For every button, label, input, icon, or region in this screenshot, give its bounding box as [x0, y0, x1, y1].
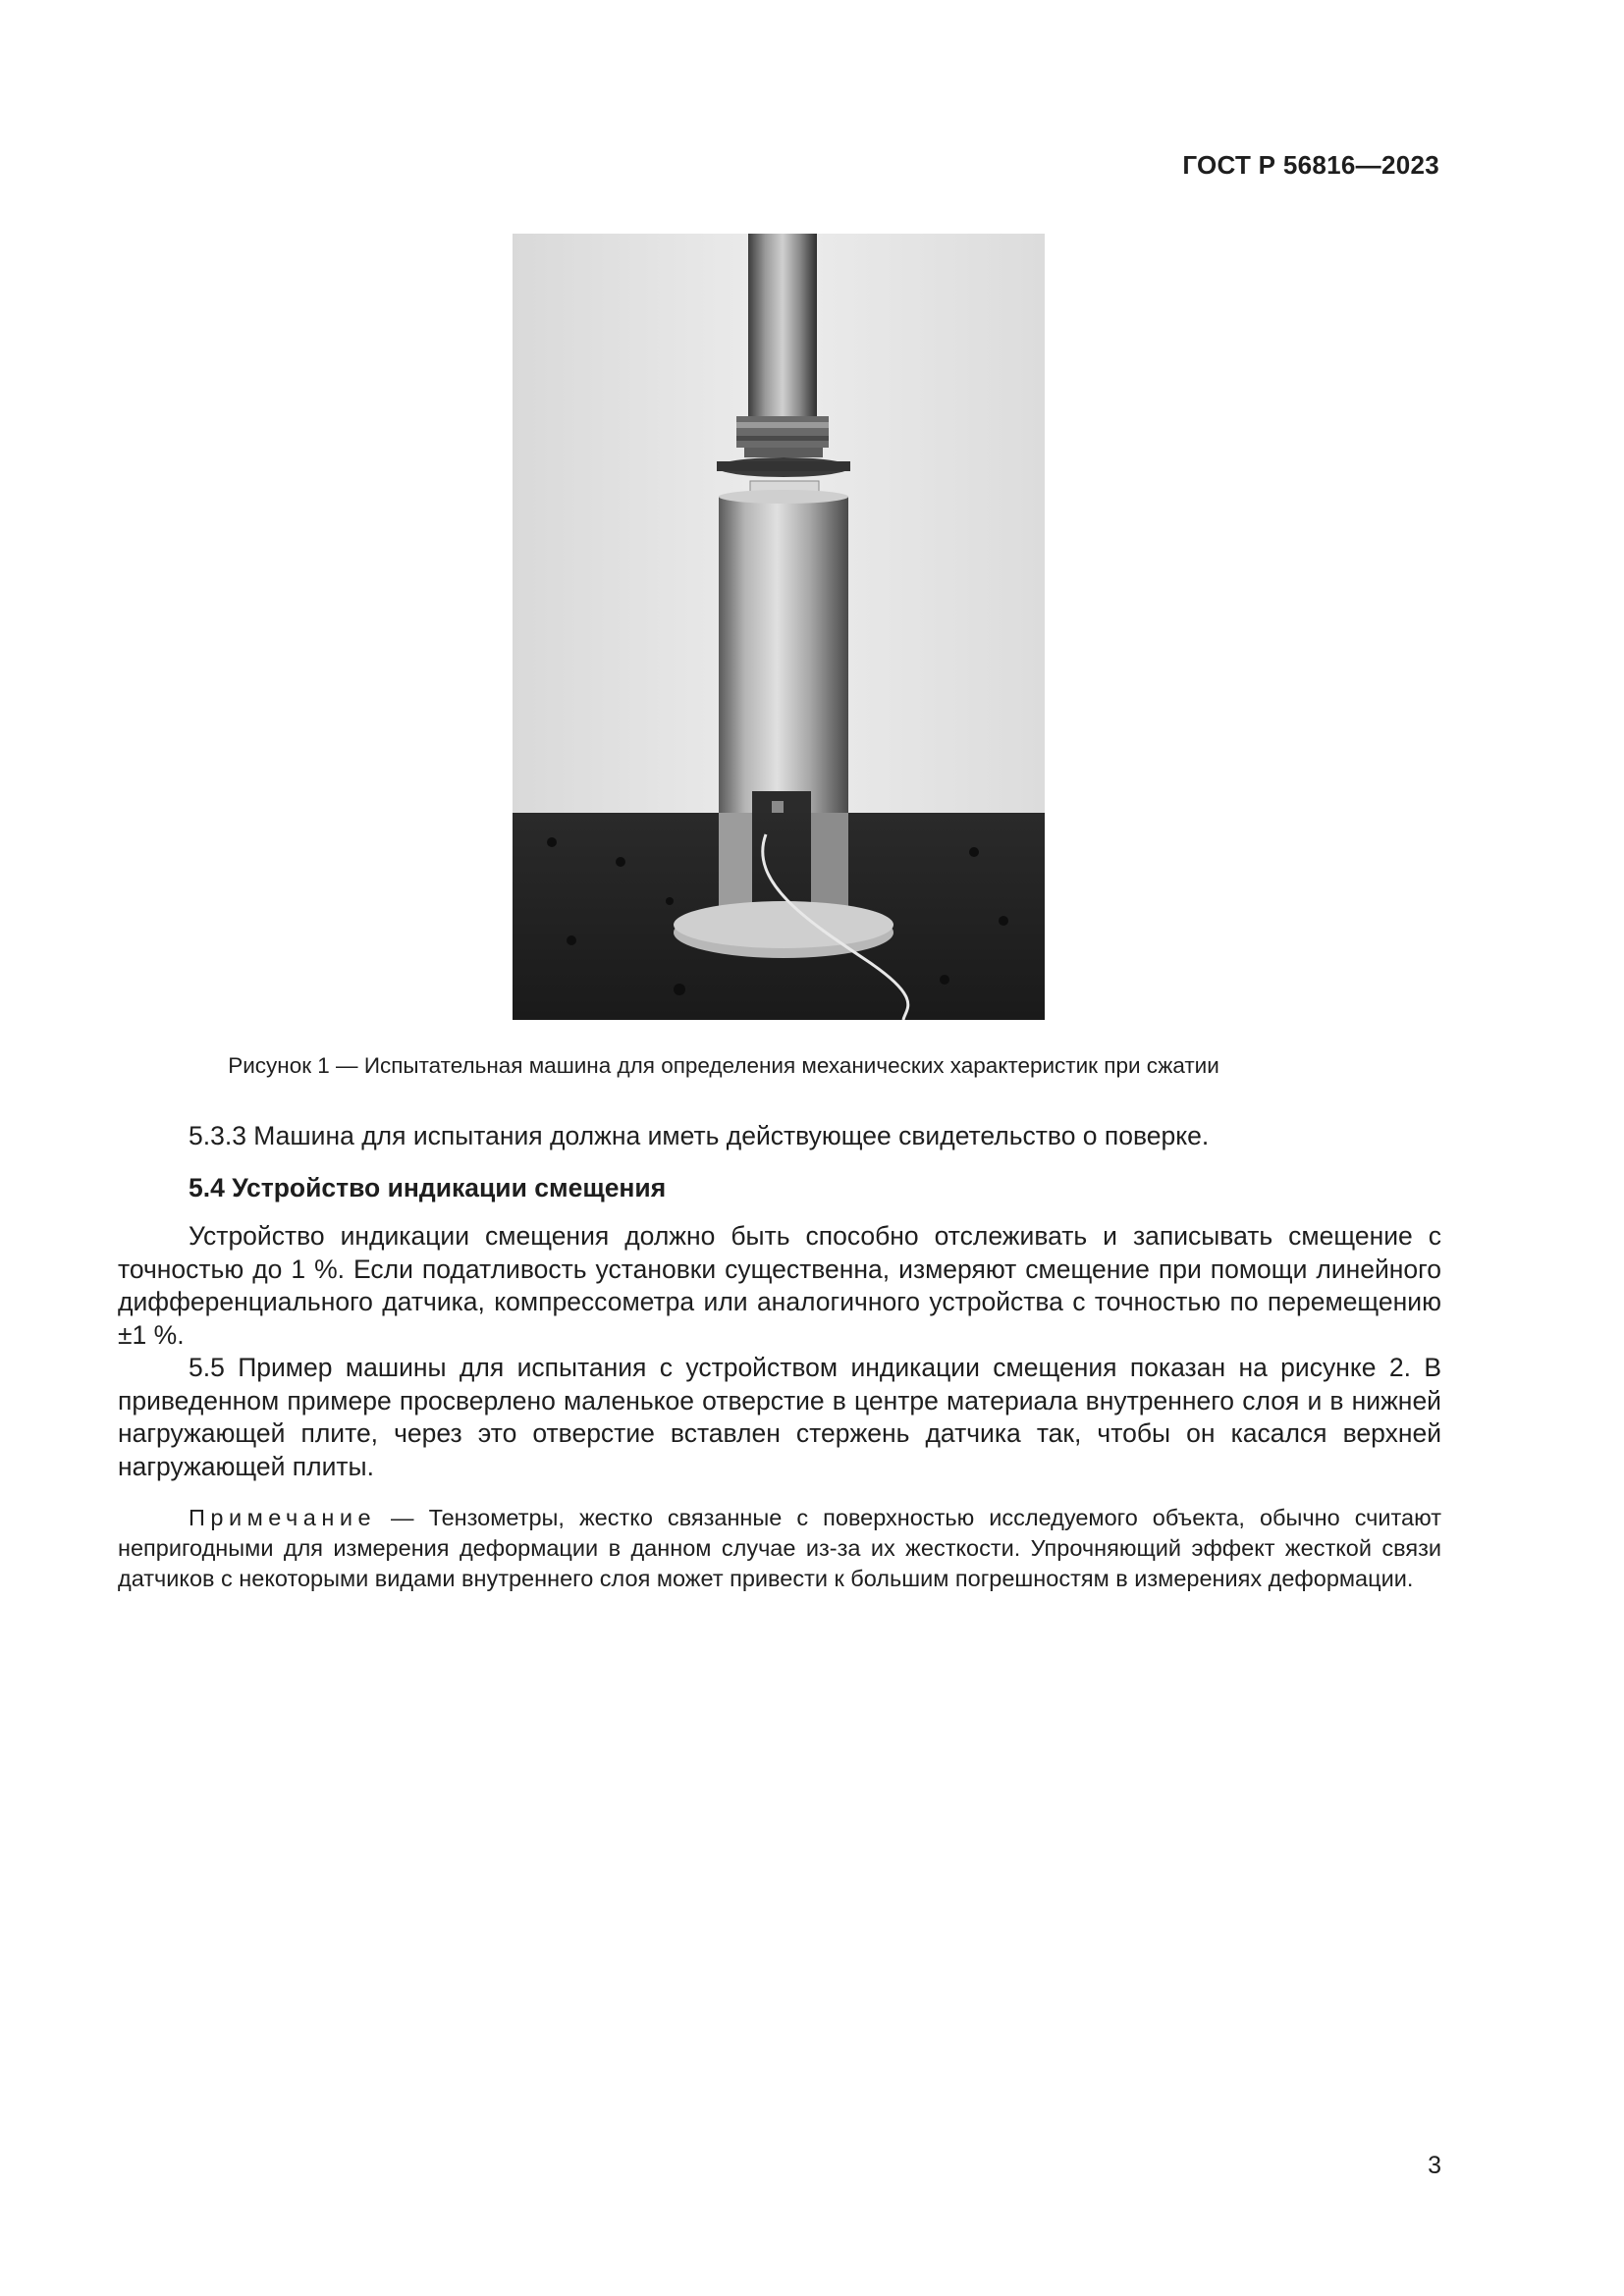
document-id: ГОСТ Р 56816—2023: [1182, 150, 1439, 180]
note-block: [118, 1503, 1441, 1594]
note-label: Примечание: [189, 1505, 377, 1530]
page-number: 3: [1428, 2152, 1441, 2179]
paragraph-5-5-text: 5.5 Пример машины для испытания с устройством индикации смещения показан на рисунке 2. В приведенном примере просверлено маленькое отверстие в центре материала внутреннего слоя и в нижней нагружающей плите, через это отверстие вставлен стержень датчика так, чтобы он касался верхней нагружающей плиты.: [118, 1353, 1441, 1481]
paragraph-5-3-3: [118, 1120, 1441, 1153]
section-heading-5-4: 5.4 Устройство индикации смещения: [189, 1173, 667, 1202]
paragraph-5-4-text: Устройство индикации смещения должно быть способно отслеживать и записывать смещение с точностью до 1 %. Если податливость установки существенна, измеряют смещение при помощи линейного дифференциального датчика, компрессометра или аналогичного устройства с точностью по перемещению ±1 %.: [118, 1221, 1441, 1350]
paragraph-5-4: [118, 1220, 1441, 1352]
paragraph-5-3-3-text: 5.3.3 Машина для испытания должна иметь действующее свидетельство о поверке.: [189, 1121, 1210, 1150]
figure-caption: Рисунок 1 — Испытательная машина для определения механических характеристик при сжатии: [228, 1053, 1219, 1078]
paragraph-5-5: [118, 1352, 1441, 1483]
note-text: — Тензометры, жестко связанные с поверхностью исследуемого объекта, обычно считают непригодными для измерения деформации в данном случае из-за их жесткости. Упрочняющий эффект жесткой связи датчиков с некоторыми видами внутреннего слоя может привести к большим погрешностям в измерениях деформации.: [118, 1505, 1441, 1591]
figure-photo: [513, 234, 1045, 1020]
